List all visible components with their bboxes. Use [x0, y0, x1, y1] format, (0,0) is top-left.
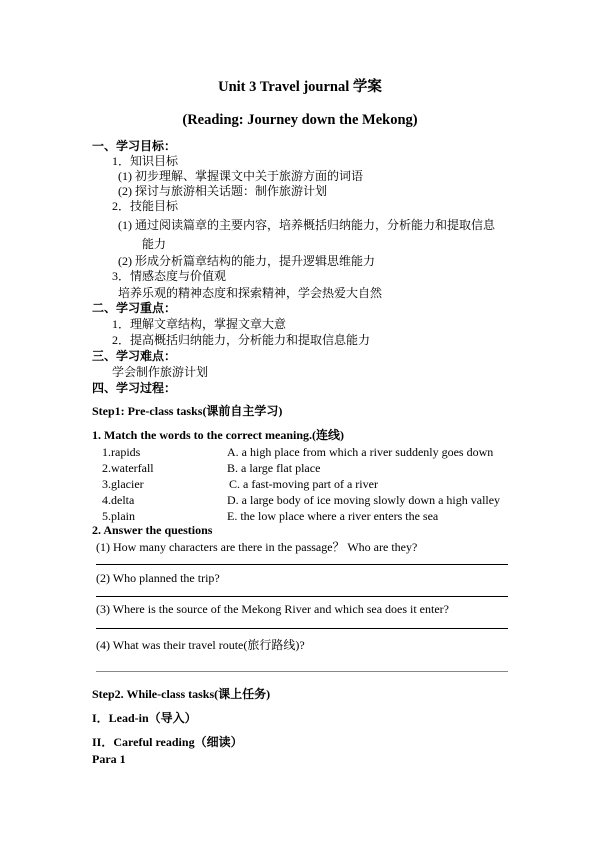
skill-item: (2) 形成分析篇章结构的能力，提升逻辑思维能力 [118, 254, 375, 268]
page-title: Unit 3 Travel journal 学案 [218, 79, 382, 95]
section-heading-difficulties: 三、学习难点： [92, 349, 177, 363]
match-word: 2.waterfall [102, 461, 154, 475]
answer-line[interactable] [96, 596, 508, 597]
question: (3) Where is the source of the Mekong River and which sea does it enter? [96, 602, 449, 616]
match-meaning: A. a high place from which a river suddenly goes down [227, 445, 494, 459]
section-heading-process: 四、学习过程： [92, 381, 177, 395]
match-word: 1.rapids [102, 445, 141, 459]
step2-heading: Step2. While-class tasks(课上任务) [92, 687, 271, 701]
question: (2) Who planned the trip? [96, 571, 220, 585]
answer-heading: 2. Answer the questions [92, 523, 213, 537]
answer-line[interactable] [96, 564, 508, 565]
skill-item-continuation: 能力 [142, 237, 167, 251]
attitude-heading: 3．情感态度与价值观 [112, 269, 227, 283]
question: (1) How many characters are there in the passage？ Who are they? [96, 540, 418, 554]
skill-item: (1) 通过阅读篇章的主要内容，培养概括归纳能力，分析能力和提取信息 [118, 218, 495, 232]
careful-reading-heading: II．Careful reading（细读） [92, 735, 243, 749]
difficulty-text: 学会制作旅游计划 [112, 365, 209, 379]
knowledge-item: (1) 初步理解、掌握课文中关于旅游方面的词语 [118, 169, 363, 183]
section-heading-objectives: 一、学习目标： [92, 139, 177, 153]
match-meaning: C. a fast-moving part of a river [229, 477, 378, 491]
knowledge-item: (2) 探讨与旅游相关话题：制作旅游计划 [118, 184, 327, 198]
match-heading: 1. Match the words to the correct meaning.(连线) [92, 428, 345, 442]
key-point-item: 2．提高概括归纳能力，分析能力和提取信息能力 [112, 333, 371, 347]
match-word: 3.glacier [102, 477, 144, 491]
section-heading-key-points: 二、学习重点： [92, 301, 177, 315]
attitude-text: 培养乐观的精神态度和探索精神，学会热爱大自然 [118, 286, 383, 300]
answer-line[interactable] [96, 671, 508, 672]
match-meaning: B. a large flat place [227, 461, 321, 475]
question: (4) What was their travel route(旅行路线)? [96, 638, 305, 652]
match-word: 4.delta [102, 493, 135, 507]
skill-heading: 2．技能目标 [112, 199, 179, 213]
match-meaning: E. the low place where a river enters the sea [227, 509, 439, 523]
knowledge-heading: 1．知识目标 [112, 154, 179, 168]
lead-in-heading: I．Lead-in（导入） [92, 711, 197, 725]
match-word: 5.plain [102, 509, 135, 523]
para-label: Para 1 [92, 752, 126, 766]
page-subtitle: (Reading: Journey down the Mekong) [182, 112, 418, 128]
key-point-item: 1．理解文章结构，掌握文章大意 [112, 317, 287, 331]
answer-line[interactable] [96, 628, 508, 629]
match-meaning: D. a large body of ice moving slowly down a high valley [227, 493, 501, 507]
step1-heading: Step1: Pre-class tasks(课前自主学习) [92, 404, 283, 418]
